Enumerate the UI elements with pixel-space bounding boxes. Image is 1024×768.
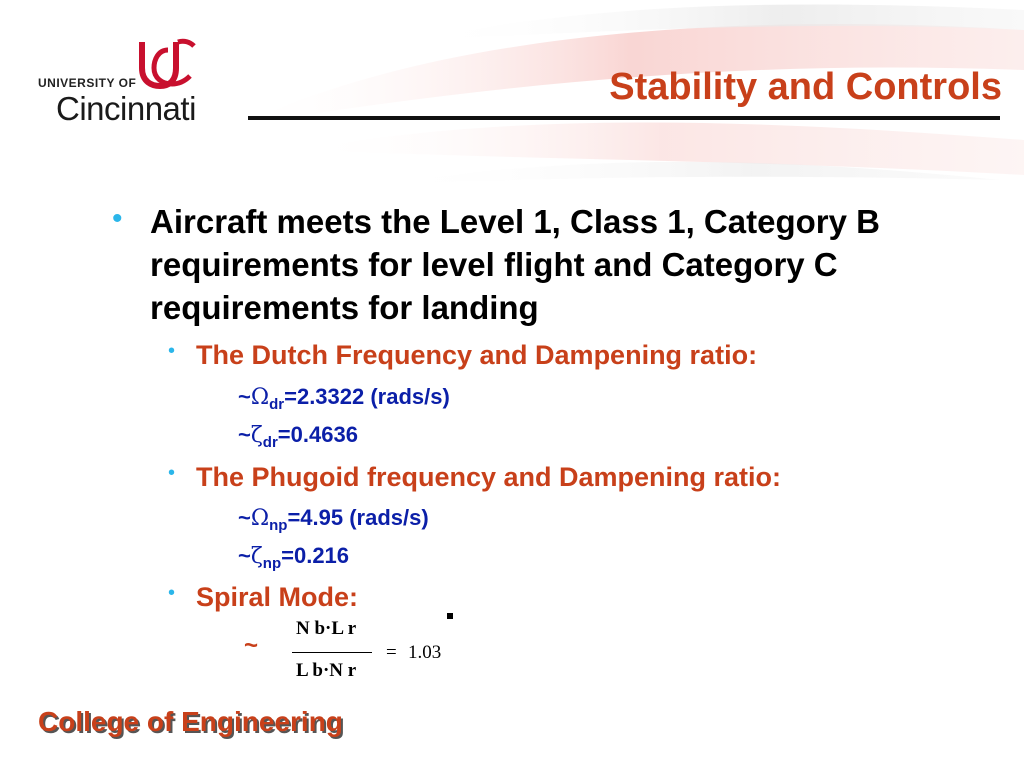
spiral-prefix: ~ bbox=[244, 632, 259, 659]
spiral-ratio-formula bbox=[290, 614, 460, 694]
bullet-dot-icon: • bbox=[168, 462, 176, 484]
logo-cincinnati: Cincinnati bbox=[56, 90, 196, 127]
formula-equals: = bbox=[386, 642, 397, 663]
title-divider bbox=[248, 116, 1000, 120]
dutch-label: The Dutch Frequency and Dampening ratio: bbox=[196, 340, 758, 370]
main-bullet-text: Aircraft meets the Level 1, Class 1, Category B requirements for level flight and Category C requirements for landing bbox=[150, 203, 880, 326]
phugoid-omega-line: $\sim\Omega_{np}=4.95$ (rads/s) bbox=[238, 505, 429, 534]
zeta-symbol: ζ bbox=[250, 423, 263, 448]
formula-value: 1.03 bbox=[408, 642, 442, 663]
phugoid-omega-value: =4.95 (rads/s) bbox=[287, 505, 429, 530]
formula-numerator: N b·L r bbox=[296, 618, 357, 639]
formula-denominator: L b·N r bbox=[296, 660, 357, 681]
small-square-mark bbox=[447, 613, 453, 619]
dutch-omega-value: =2.3322 (rads/s) bbox=[284, 384, 450, 409]
slide-title: Stability and Controls bbox=[609, 66, 1002, 108]
fraction-bar bbox=[292, 652, 372, 653]
bullet-dot-icon: • bbox=[112, 202, 123, 235]
footer-college: College of Engineering bbox=[38, 706, 343, 737]
dutch-omega-line: $\sim\Omega_{dr}=2.3322$ (rads/s) bbox=[238, 384, 450, 413]
dutch-zeta-line: $\sim\zeta_{dr}=0.4636$ bbox=[238, 422, 358, 451]
phugoid-label: The Phugoid frequency and Dampening ratio: bbox=[196, 462, 782, 492]
omega-symbol: Ω bbox=[250, 385, 270, 410]
phugoid-zeta-line: $\sim\zeta_{np}=0.216$ bbox=[238, 543, 350, 572]
phugoid-zeta-value: =0.216 bbox=[281, 543, 350, 568]
dutch-zeta-value: =0.4636 bbox=[277, 422, 358, 447]
omega-symbol: Ω bbox=[250, 506, 270, 531]
spiral-label: Spiral Mode: bbox=[196, 582, 359, 612]
bullet-dot-icon: • bbox=[168, 582, 176, 604]
bullet-dot-icon: • bbox=[168, 340, 176, 362]
zeta-symbol: ζ bbox=[250, 544, 263, 569]
logo-university-of: UNIVERSITY OF bbox=[38, 76, 137, 90]
university-logo bbox=[36, 38, 216, 128]
uc-monogram-icon bbox=[138, 38, 198, 90]
